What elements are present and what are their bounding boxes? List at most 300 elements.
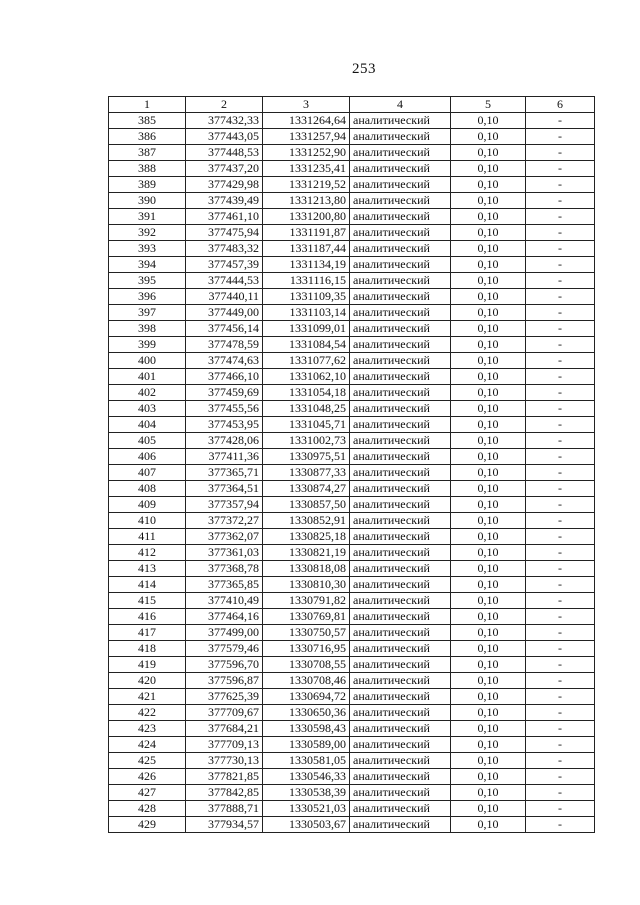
point-number-cell: 396 — [109, 289, 186, 305]
y-coordinate-cell: 1331084,54 — [263, 337, 350, 353]
point-number-cell: 423 — [109, 721, 186, 737]
y-coordinate-cell: 1330581,05 — [263, 753, 350, 769]
y-coordinate-cell: 1330825,18 — [263, 529, 350, 545]
point-number-cell: 421 — [109, 689, 186, 705]
y-coordinate-cell: 1330874,27 — [263, 481, 350, 497]
note-cell: - — [526, 289, 595, 305]
point-number-cell: 410 — [109, 513, 186, 529]
x-coordinate-cell: 377709,13 — [186, 737, 263, 753]
table-row — [109, 257, 595, 273]
method-cell: аналитический — [350, 705, 451, 721]
point-number-cell: 393 — [109, 241, 186, 257]
table-row — [109, 305, 595, 321]
table-row — [109, 465, 595, 481]
table-row — [109, 641, 595, 657]
table-row — [109, 657, 595, 673]
point-number-cell: 397 — [109, 305, 186, 321]
accuracy-cell: 0,10 — [451, 577, 526, 593]
x-coordinate-cell: 377365,85 — [186, 577, 263, 593]
y-coordinate-cell: 1331200,80 — [263, 209, 350, 225]
table-row — [109, 129, 595, 145]
note-cell: - — [526, 273, 595, 289]
point-number-cell: 398 — [109, 321, 186, 337]
note-cell: - — [526, 561, 595, 577]
note-cell: - — [526, 129, 595, 145]
accuracy-cell: 0,10 — [451, 481, 526, 497]
accuracy-cell: 0,10 — [451, 305, 526, 321]
y-coordinate-cell: 1330503,67 — [263, 817, 350, 833]
method-cell: аналитический — [350, 641, 451, 657]
y-coordinate-cell: 1331134,19 — [263, 257, 350, 273]
accuracy-cell: 0,10 — [451, 657, 526, 673]
header-cell-3: 3 — [263, 97, 350, 113]
table-row — [109, 177, 595, 193]
x-coordinate-cell: 377625,39 — [186, 689, 263, 705]
y-coordinate-cell: 1331219,52 — [263, 177, 350, 193]
x-coordinate-cell: 377440,11 — [186, 289, 263, 305]
accuracy-cell: 0,10 — [451, 561, 526, 577]
y-coordinate-cell: 1330877,33 — [263, 465, 350, 481]
y-coordinate-cell: 1330716,95 — [263, 641, 350, 657]
y-coordinate-cell: 1330791,82 — [263, 593, 350, 609]
accuracy-cell: 0,10 — [451, 369, 526, 385]
accuracy-cell: 0,10 — [451, 417, 526, 433]
point-number-cell: 417 — [109, 625, 186, 641]
table-row — [109, 113, 595, 129]
method-cell: аналитический — [350, 753, 451, 769]
note-cell: - — [526, 801, 595, 817]
method-cell: аналитический — [350, 481, 451, 497]
point-number-cell: 413 — [109, 561, 186, 577]
y-coordinate-cell: 1330821,19 — [263, 545, 350, 561]
accuracy-cell: 0,10 — [451, 353, 526, 369]
method-cell: аналитический — [350, 257, 451, 273]
method-cell: аналитический — [350, 785, 451, 801]
note-cell: - — [526, 433, 595, 449]
method-cell: аналитический — [350, 737, 451, 753]
note-cell: - — [526, 385, 595, 401]
y-coordinate-cell: 1331213,80 — [263, 193, 350, 209]
y-coordinate-cell: 1330650,36 — [263, 705, 350, 721]
point-number-cell: 392 — [109, 225, 186, 241]
method-cell: аналитический — [350, 465, 451, 481]
table-header-row — [109, 97, 595, 113]
point-number-cell: 426 — [109, 769, 186, 785]
x-coordinate-cell: 377444,53 — [186, 273, 263, 289]
x-coordinate-cell: 377461,10 — [186, 209, 263, 225]
note-cell: - — [526, 657, 595, 673]
note-cell: - — [526, 353, 595, 369]
method-cell: аналитический — [350, 241, 451, 257]
x-coordinate-cell: 377499,00 — [186, 625, 263, 641]
method-cell: аналитический — [350, 721, 451, 737]
y-coordinate-cell: 1331116,15 — [263, 273, 350, 289]
accuracy-cell: 0,10 — [451, 161, 526, 177]
y-coordinate-cell: 1330694,72 — [263, 689, 350, 705]
method-cell: аналитический — [350, 385, 451, 401]
x-coordinate-cell: 377457,39 — [186, 257, 263, 273]
table-row — [109, 705, 595, 721]
point-number-cell: 404 — [109, 417, 186, 433]
table-row — [109, 497, 595, 513]
point-number-cell: 416 — [109, 609, 186, 625]
y-coordinate-cell: 1331191,87 — [263, 225, 350, 241]
method-cell: аналитический — [350, 545, 451, 561]
accuracy-cell: 0,10 — [451, 289, 526, 305]
note-cell: - — [526, 641, 595, 657]
y-coordinate-cell: 1330818,08 — [263, 561, 350, 577]
note-cell: - — [526, 705, 595, 721]
accuracy-cell: 0,10 — [451, 129, 526, 145]
table-row — [109, 289, 595, 305]
note-cell: - — [526, 689, 595, 705]
accuracy-cell: 0,10 — [451, 721, 526, 737]
header-cell-1: 1 — [109, 97, 186, 113]
note-cell: - — [526, 209, 595, 225]
x-coordinate-cell: 377432,33 — [186, 113, 263, 129]
table-row — [109, 513, 595, 529]
method-cell: аналитический — [350, 561, 451, 577]
y-coordinate-cell: 1331264,64 — [263, 113, 350, 129]
note-cell: - — [526, 625, 595, 641]
method-cell: аналитический — [350, 689, 451, 705]
table-row — [109, 193, 595, 209]
accuracy-cell: 0,10 — [451, 257, 526, 273]
accuracy-cell: 0,10 — [451, 673, 526, 689]
x-coordinate-cell: 377821,85 — [186, 769, 263, 785]
note-cell: - — [526, 465, 595, 481]
y-coordinate-cell: 1331099,01 — [263, 321, 350, 337]
x-coordinate-cell: 377709,67 — [186, 705, 263, 721]
method-cell: аналитический — [350, 353, 451, 369]
x-coordinate-cell: 377934,57 — [186, 817, 263, 833]
x-coordinate-cell: 377368,78 — [186, 561, 263, 577]
point-number-cell: 387 — [109, 145, 186, 161]
table-row — [109, 321, 595, 337]
point-number-cell: 422 — [109, 705, 186, 721]
header-cell-2: 2 — [186, 97, 263, 113]
accuracy-cell: 0,10 — [451, 177, 526, 193]
accuracy-cell: 0,10 — [451, 817, 526, 833]
y-coordinate-cell: 1331045,71 — [263, 417, 350, 433]
table-row — [109, 801, 595, 817]
x-coordinate-cell: 377464,16 — [186, 609, 263, 625]
note-cell: - — [526, 305, 595, 321]
table-row — [109, 369, 595, 385]
method-cell: аналитический — [350, 513, 451, 529]
point-number-cell: 425 — [109, 753, 186, 769]
note-cell: - — [526, 113, 595, 129]
method-cell: аналитический — [350, 305, 451, 321]
x-coordinate-cell: 377411,36 — [186, 449, 263, 465]
note-cell: - — [526, 401, 595, 417]
note-cell: - — [526, 449, 595, 465]
accuracy-cell: 0,10 — [451, 753, 526, 769]
x-coordinate-cell: 377429,98 — [186, 177, 263, 193]
y-coordinate-cell: 1330598,43 — [263, 721, 350, 737]
table-row — [109, 385, 595, 401]
table-row — [109, 721, 595, 737]
method-cell: аналитический — [350, 625, 451, 641]
method-cell: аналитический — [350, 369, 451, 385]
method-cell: аналитический — [350, 177, 451, 193]
method-cell: аналитический — [350, 401, 451, 417]
method-cell: аналитический — [350, 593, 451, 609]
note-cell: - — [526, 769, 595, 785]
method-cell: аналитический — [350, 449, 451, 465]
y-coordinate-cell: 1330750,57 — [263, 625, 350, 641]
table-row — [109, 593, 595, 609]
table-row — [109, 785, 595, 801]
y-coordinate-cell: 1330769,81 — [263, 609, 350, 625]
table-row — [109, 225, 595, 241]
method-cell: аналитический — [350, 193, 451, 209]
y-coordinate-cell: 1331187,44 — [263, 241, 350, 257]
point-number-cell: 428 — [109, 801, 186, 817]
point-number-cell: 402 — [109, 385, 186, 401]
note-cell: - — [526, 673, 595, 689]
point-number-cell: 388 — [109, 161, 186, 177]
header-cell-6: 6 — [526, 97, 595, 113]
y-coordinate-cell: 1331077,62 — [263, 353, 350, 369]
note-cell: - — [526, 785, 595, 801]
y-coordinate-cell: 1331252,90 — [263, 145, 350, 161]
table-row — [109, 769, 595, 785]
table-row — [109, 353, 595, 369]
x-coordinate-cell: 377364,51 — [186, 481, 263, 497]
point-number-cell: 415 — [109, 593, 186, 609]
accuracy-cell: 0,10 — [451, 545, 526, 561]
point-number-cell: 405 — [109, 433, 186, 449]
point-number-cell: 407 — [109, 465, 186, 481]
point-number-cell: 395 — [109, 273, 186, 289]
table-row — [109, 209, 595, 225]
point-number-cell: 424 — [109, 737, 186, 753]
method-cell: аналитический — [350, 529, 451, 545]
accuracy-cell: 0,10 — [451, 465, 526, 481]
y-coordinate-cell: 1331103,14 — [263, 305, 350, 321]
x-coordinate-cell: 377842,85 — [186, 785, 263, 801]
accuracy-cell: 0,10 — [451, 705, 526, 721]
method-cell: аналитический — [350, 817, 451, 833]
accuracy-cell: 0,10 — [451, 769, 526, 785]
x-coordinate-cell: 377372,27 — [186, 513, 263, 529]
note-cell: - — [526, 417, 595, 433]
point-number-cell: 403 — [109, 401, 186, 417]
point-number-cell: 429 — [109, 817, 186, 833]
x-coordinate-cell: 377410,49 — [186, 593, 263, 609]
method-cell: аналитический — [350, 273, 451, 289]
method-cell: аналитический — [350, 113, 451, 129]
point-number-cell: 420 — [109, 673, 186, 689]
x-coordinate-cell: 377443,05 — [186, 129, 263, 145]
method-cell: аналитический — [350, 225, 451, 241]
accuracy-cell: 0,10 — [451, 385, 526, 401]
table-row — [109, 401, 595, 417]
table-row — [109, 545, 595, 561]
accuracy-cell: 0,10 — [451, 785, 526, 801]
note-cell: - — [526, 257, 595, 273]
point-number-cell: 389 — [109, 177, 186, 193]
table-body — [109, 97, 595, 833]
point-number-cell: 418 — [109, 641, 186, 657]
x-coordinate-cell: 377730,13 — [186, 753, 263, 769]
point-number-cell: 412 — [109, 545, 186, 561]
point-number-cell: 390 — [109, 193, 186, 209]
method-cell: аналитический — [350, 289, 451, 305]
table-row — [109, 481, 595, 497]
point-number-cell: 401 — [109, 369, 186, 385]
x-coordinate-cell: 377478,59 — [186, 337, 263, 353]
point-number-cell: 419 — [109, 657, 186, 673]
accuracy-cell: 0,10 — [451, 321, 526, 337]
table-row — [109, 241, 595, 257]
x-coordinate-cell: 377365,71 — [186, 465, 263, 481]
table-row — [109, 161, 595, 177]
y-coordinate-cell: 1330589,00 — [263, 737, 350, 753]
y-coordinate-cell: 1330810,30 — [263, 577, 350, 593]
table-row — [109, 273, 595, 289]
x-coordinate-cell: 377596,70 — [186, 657, 263, 673]
note-cell: - — [526, 177, 595, 193]
table-row — [109, 433, 595, 449]
y-coordinate-cell: 1331235,41 — [263, 161, 350, 177]
x-coordinate-cell: 377439,49 — [186, 193, 263, 209]
x-coordinate-cell: 377579,46 — [186, 641, 263, 657]
y-coordinate-cell: 1330708,55 — [263, 657, 350, 673]
point-number-cell: 400 — [109, 353, 186, 369]
x-coordinate-cell: 377456,14 — [186, 321, 263, 337]
table-row — [109, 577, 595, 593]
method-cell: аналитический — [350, 417, 451, 433]
accuracy-cell: 0,10 — [451, 241, 526, 257]
point-number-cell: 386 — [109, 129, 186, 145]
x-coordinate-cell: 377437,20 — [186, 161, 263, 177]
note-cell: - — [526, 817, 595, 833]
accuracy-cell: 0,10 — [451, 433, 526, 449]
accuracy-cell: 0,10 — [451, 209, 526, 225]
method-cell: аналитический — [350, 769, 451, 785]
point-number-cell: 406 — [109, 449, 186, 465]
y-coordinate-cell: 1330538,39 — [263, 785, 350, 801]
table-row — [109, 673, 595, 689]
y-coordinate-cell: 1331054,18 — [263, 385, 350, 401]
header-cell-5: 5 — [451, 97, 526, 113]
note-cell: - — [526, 593, 595, 609]
accuracy-cell: 0,10 — [451, 337, 526, 353]
method-cell: аналитический — [350, 609, 451, 625]
accuracy-cell: 0,10 — [451, 449, 526, 465]
note-cell: - — [526, 145, 595, 161]
table-row — [109, 417, 595, 433]
method-cell: аналитический — [350, 433, 451, 449]
note-cell: - — [526, 481, 595, 497]
accuracy-cell: 0,10 — [451, 193, 526, 209]
note-cell: - — [526, 241, 595, 257]
y-coordinate-cell: 1331002,73 — [263, 433, 350, 449]
x-coordinate-cell: 377483,32 — [186, 241, 263, 257]
x-coordinate-cell: 377888,71 — [186, 801, 263, 817]
x-coordinate-cell: 377474,63 — [186, 353, 263, 369]
point-number-cell: 391 — [109, 209, 186, 225]
accuracy-cell: 0,10 — [451, 225, 526, 241]
point-number-cell: 385 — [109, 113, 186, 129]
x-coordinate-cell: 377448,53 — [186, 145, 263, 161]
x-coordinate-cell: 377475,94 — [186, 225, 263, 241]
table-row — [109, 737, 595, 753]
header-cell-4: 4 — [350, 97, 451, 113]
note-cell: - — [526, 337, 595, 353]
table-row — [109, 817, 595, 833]
point-number-cell: 411 — [109, 529, 186, 545]
y-coordinate-cell: 1330708,46 — [263, 673, 350, 689]
accuracy-cell: 0,10 — [451, 737, 526, 753]
method-cell: аналитический — [350, 209, 451, 225]
y-coordinate-cell: 1330857,50 — [263, 497, 350, 513]
point-number-cell: 394 — [109, 257, 186, 273]
x-coordinate-cell: 377455,56 — [186, 401, 263, 417]
point-number-cell: 414 — [109, 577, 186, 593]
note-cell: - — [526, 577, 595, 593]
y-coordinate-cell: 1331062,10 — [263, 369, 350, 385]
table-row — [109, 625, 595, 641]
table-row — [109, 337, 595, 353]
accuracy-cell: 0,10 — [451, 641, 526, 657]
x-coordinate-cell: 377361,03 — [186, 545, 263, 561]
table-row — [109, 449, 595, 465]
accuracy-cell: 0,10 — [451, 145, 526, 161]
note-cell: - — [526, 193, 595, 209]
table-row — [109, 529, 595, 545]
point-number-cell: 409 — [109, 497, 186, 513]
x-coordinate-cell: 377684,21 — [186, 721, 263, 737]
y-coordinate-cell: 1330852,91 — [263, 513, 350, 529]
y-coordinate-cell: 1331257,94 — [263, 129, 350, 145]
table-row — [109, 561, 595, 577]
note-cell: - — [526, 497, 595, 513]
y-coordinate-cell: 1330546,33 — [263, 769, 350, 785]
note-cell: - — [526, 737, 595, 753]
method-cell: аналитический — [350, 337, 451, 353]
x-coordinate-cell: 377453,95 — [186, 417, 263, 433]
accuracy-cell: 0,10 — [451, 401, 526, 417]
accuracy-cell: 0,10 — [451, 593, 526, 609]
page-number: 253 — [352, 61, 376, 77]
x-coordinate-cell: 377357,94 — [186, 497, 263, 513]
note-cell: - — [526, 753, 595, 769]
x-coordinate-cell: 377459,69 — [186, 385, 263, 401]
note-cell: - — [526, 513, 595, 529]
note-cell: - — [526, 529, 595, 545]
accuracy-cell: 0,10 — [451, 625, 526, 641]
accuracy-cell: 0,10 — [451, 609, 526, 625]
method-cell: аналитический — [350, 673, 451, 689]
note-cell: - — [526, 609, 595, 625]
method-cell: аналитический — [350, 145, 451, 161]
method-cell: аналитический — [350, 321, 451, 337]
note-cell: - — [526, 545, 595, 561]
x-coordinate-cell: 377449,00 — [186, 305, 263, 321]
table-row — [109, 753, 595, 769]
accuracy-cell: 0,10 — [451, 529, 526, 545]
y-coordinate-cell: 1330521,03 — [263, 801, 350, 817]
table-row — [109, 609, 595, 625]
point-number-cell: 399 — [109, 337, 186, 353]
table-row — [109, 689, 595, 705]
method-cell: аналитический — [350, 801, 451, 817]
point-number-cell: 427 — [109, 785, 186, 801]
y-coordinate-cell: 1330975,51 — [263, 449, 350, 465]
